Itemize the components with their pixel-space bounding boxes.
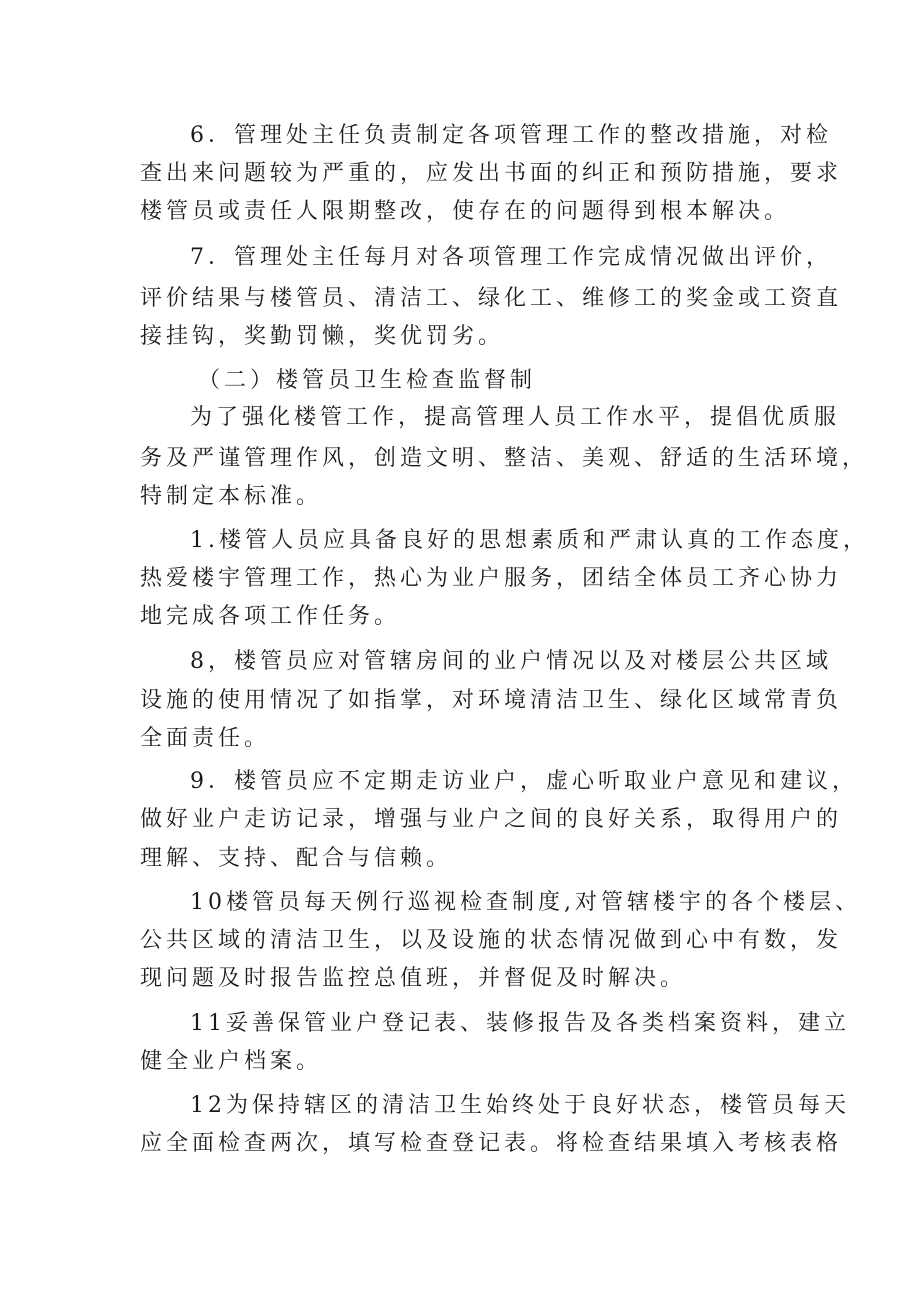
text-line: 地完成各项工作任务。 (140, 604, 401, 629)
text-line: 11妥善保管业户登记表、装修报告及各类档案资料，建立 (190, 1011, 850, 1036)
text-line: 12为保持辖区的清洁卫生始终处于良好状态，楼管员每天 (190, 1093, 850, 1118)
text-line: 理解、支持、配合与信赖。 (140, 846, 453, 871)
section-heading: （二）楼管员卫生检查监督制 (198, 368, 537, 393)
text-line: 8，楼管员应对管辖房间的业户情况以及对楼层公共区域 (190, 649, 832, 674)
text-line: 9．楼管员应不定期走访业户，虚心听取业户意见和建议， (190, 769, 858, 794)
text-line: 热爱楼宇管理工作，热心为业户服务，团结全体员工齐心协力 (140, 566, 843, 591)
text-line: 全面责任。 (140, 726, 271, 751)
text-line: 健全业户档案。 (140, 1049, 323, 1074)
text-line: 1.楼管人员应具备良好的思想素质和严肃认真的工作态度， (190, 528, 869, 553)
text-line: 做好业户走访记录，增强与业户之间的良好关系，取得用户的 (140, 807, 843, 832)
text-line: 公共区域的清洁卫生，以及设施的状态情况做到心中有数，发 (140, 928, 843, 953)
text-line: 应全面检查两次，填写检查登记表。将检查结果填入考核表格 (140, 1131, 843, 1156)
text-line: 设施的使用情况了如指掌，对环境清洁卫生、绿化区域常青负 (140, 688, 843, 713)
text-line: 现问题及时报告监控总值班，并督促及时解决。 (140, 966, 687, 991)
text-line: 10楼管员每天例行巡视检查制度,对管辖楼宇的各个楼层、 (190, 890, 861, 915)
text-line: 评价结果与楼管员、清洁工、绿化工、维修工的奖金或工资直 (140, 286, 843, 311)
text-line: 楼管员或责任人限期整改，使存在的问题得到根本解决。 (140, 199, 791, 224)
text-line: 接挂钩，奖勤罚懒，奖优罚劣。 (140, 324, 505, 349)
text-line: 7．管理处主任每月对各项管理工作完成情况做出评价， (190, 245, 832, 270)
text-line: 务及严谨管理作风，创造文明、整洁、美观、舒适的生活环境， (140, 446, 869, 471)
text-line: 查出来问题较为严重的，应发出书面的纠正和预防措施，要求 (140, 161, 843, 186)
text-line: 6．管理处主任负责制定各项管理工作的整改措施，对检 (190, 123, 832, 148)
text-line: 特制定本标准。 (140, 484, 323, 509)
text-line: 为了强化楼管工作，提高管理人员工作水平，提倡优质服 (190, 405, 841, 430)
